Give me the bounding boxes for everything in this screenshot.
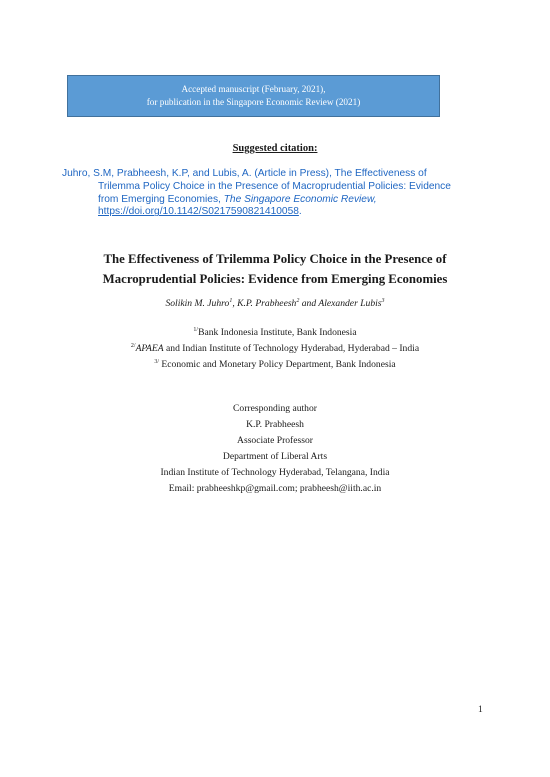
author-list (0, 298, 550, 309)
affiliation-2-text: and Indian Institute of Technology Hyderabad, Hyderabad – India (163, 343, 420, 354)
paper-title (0, 250, 550, 289)
affiliation-2-mark: 2/ (130, 342, 136, 349)
affiliations (0, 325, 550, 373)
citation-block (62, 168, 502, 219)
affiliation-1-mark: 1/ (193, 326, 199, 333)
corresponding-institution: Indian Institute of Technology Hyderabad, Telangana, India (160, 467, 390, 478)
citation-line-3 (62, 194, 502, 207)
citation-line-2: Trilemma Policy Choice in the Presence of Macroprudential Policies: Evidence (98, 180, 451, 192)
affiliation-2-apaea: APAEA (135, 343, 164, 354)
corresponding-author-block (0, 401, 550, 497)
citation-line-1: Juhro, S.M, Prabheesh, K.P, and Lubis, A. (Article in Press), The Effectiveness of (62, 168, 427, 179)
corresponding-department: Department of Liberal Arts (222, 451, 328, 462)
affiliation-3-mark: 3/ (154, 358, 160, 365)
page-number: 1 (478, 705, 483, 715)
paper-title-line-1: The Effectiveness of Trilemma Policy Choice in the Presence of (103, 252, 447, 266)
author-2-sup: 2 (296, 297, 300, 304)
suggested-citation-heading (0, 143, 550, 154)
affiliation-1 (0, 325, 550, 341)
author-1: Solikin M. Juhro (165, 298, 230, 309)
notice-line-1: Accepted manuscript (February, 2021), (181, 84, 326, 94)
author-sep-2: and (299, 298, 319, 309)
corresponding-email: Email: prabheeshkp@gmail.com; prabheesh@iith.ac.in (168, 483, 382, 494)
citation-heading-text: Suggested citation (232, 143, 314, 154)
citation-doi-link[interactable]: https://doi.org/10.1142/S0217590821410058 (98, 206, 299, 218)
corresponding-name: K.P. Prabheesh (246, 419, 304, 430)
corresponding-label: Corresponding author (233, 403, 317, 414)
author-3-sup: 3 (381, 297, 385, 304)
citation-line-4 (62, 206, 502, 219)
citation-doi-suffix: . (298, 206, 302, 218)
paper-title-line-2: Macroprudential Policies: Evidence from Emerging Economies (102, 271, 448, 286)
affiliation-3 (0, 357, 550, 373)
author-3: Alexander Lubis (318, 298, 382, 309)
author-sep-1: , (232, 298, 238, 309)
affiliation-2 (0, 341, 550, 357)
citation-line-3-prefix: from Emerging Economies, (98, 193, 224, 205)
author-1-sup: 1 (229, 297, 233, 304)
author-2: K.P. Prabheesh (237, 298, 297, 309)
corresponding-position: Associate Professor (237, 435, 313, 446)
affiliation-1-text: Bank Indonesia Institute, Bank Indonesia (198, 327, 357, 338)
affiliation-3-text: Economic and Monetary Policy Department, Bank Indonesia (159, 359, 396, 370)
manuscript-notice-box (67, 75, 440, 117)
citation-journal: The Singapore Economic Review, (223, 193, 377, 205)
notice-line-2: for publication in the Singapore Economic Review (2021) (146, 97, 361, 107)
citation-heading-colon: : (313, 143, 318, 154)
